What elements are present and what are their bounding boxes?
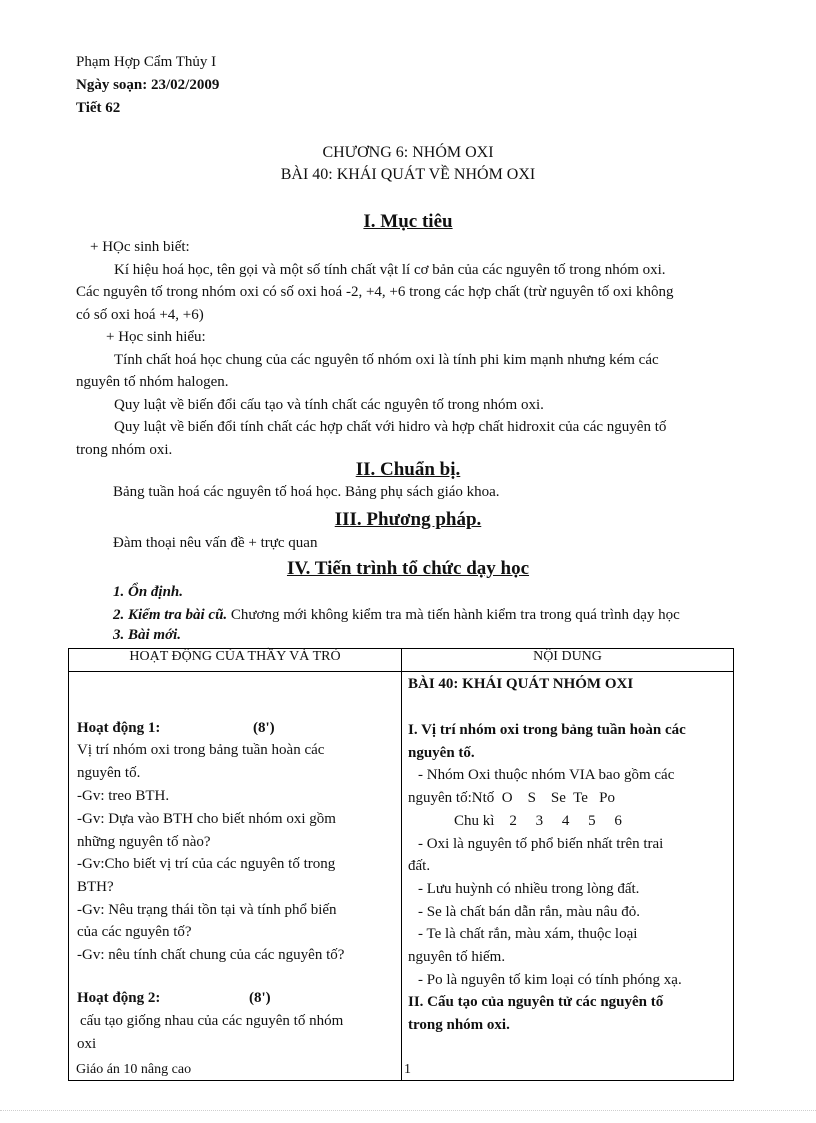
content-heading: I. Vị trí nhóm oxi trong bảng tuần hoàn các <box>408 722 686 738</box>
step-review <box>113 607 680 624</box>
activities-column <box>69 672 402 1081</box>
objective-text: Quy luật về biến đổi tính chất các hợp chất với hidro và hợp chất hidroxit của các nguyên tố <box>114 419 667 435</box>
activity-1-time: (8') <box>253 720 275 736</box>
author-line: Phạm Hợp Cẩm Thủy I <box>76 54 217 70</box>
objective-text: có số oxi hoá +4, +6) <box>76 306 204 323</box>
content-line: nguyên tố hiếm. <box>408 949 506 965</box>
content-line: - Nhóm Oxi thuộc nhóm VIA bao gồm các <box>418 767 675 783</box>
objectives-block <box>76 236 740 461</box>
content-line: đất. <box>408 858 431 874</box>
objective-text: Quy luật về biến đổi cấu tạo và tính chất các nguyên tố trong nhóm oxi. <box>114 396 544 413</box>
activity-line: của các nguyên tố? <box>77 924 192 940</box>
objective-text: Tính chất hoá học chung của các nguyên tố nhóm oxi là tính phi kim mạnh nhưng kém các <box>114 351 659 368</box>
activity-2-time: (8') <box>249 990 271 1006</box>
activity-line: cấu tạo giống nhau của các nguyên tố nhóm <box>80 1013 344 1029</box>
section-preparation-heading: II. Chuẩn bị. <box>355 459 461 480</box>
activity-line: -Gv: treo BTH. <box>77 788 170 804</box>
lesson-title: BÀI 40: KHÁI QUÁT VỀ NHÓM OXI <box>280 166 536 183</box>
activity-line: oxi <box>77 1036 97 1052</box>
table-header-activities: HOẠT ĐỘNG CỦA THẦY VÀ TRÒ <box>69 649 402 672</box>
lesson-period: Tiết 62 <box>76 100 121 116</box>
footer-label: Giáo án 10 nâng cao <box>76 1062 192 1077</box>
lesson-plan-table <box>68 648 734 1081</box>
activity-line: -Gv: Dựa vào BTH cho biết nhóm oxi gồm <box>77 811 336 827</box>
content-line: - Oxi là nguyên tố phổ biến nhất trên trai <box>418 836 664 852</box>
objective-text: trong nhóm oxi. <box>76 441 173 458</box>
activity-line: -Gv: Nêu trạng thái tồn tại và tính phổ biến <box>77 902 337 918</box>
activity-1-title: Hoạt động 1: <box>77 720 161 736</box>
activity-line: nguyên tố. <box>77 765 141 781</box>
content-line: - Se là chất bán dẫn rắn, màu nâu đỏ. <box>418 904 641 920</box>
activity-line: -Gv: nêu tính chất chung của các nguyên tố? <box>77 947 345 963</box>
section-method-heading: III. Phương pháp. <box>334 509 482 530</box>
content-heading: nguyên tố. <box>408 745 475 761</box>
objective-text: Các nguyên tố trong nhóm oxi có số oxi hoá -2, +4, +6 trong các hợp chất (trừ nguyên tố oxi không <box>76 284 674 300</box>
content-line: - Te là chất rắn, màu xám, thuộc loại <box>418 926 638 942</box>
content-line: - Lưu huỳnh có nhiều trong lòng đất. <box>418 881 640 897</box>
section-objectives-heading: I. Mục tiêu <box>363 211 453 232</box>
content-title: BÀI 40: KHÁI QUÁT NHÓM OXI <box>408 676 634 692</box>
step-review-label: 2. Kiểm tra bài cũ. <box>113 607 228 623</box>
activity-line: -Gv:Cho biết vị trí của các nguyên tố trong <box>77 856 336 872</box>
method-text: Đàm thoại nêu vấn đề + trực quan <box>113 535 318 551</box>
page-number: 1 <box>404 1062 411 1077</box>
activity-line: BTH? <box>77 879 114 895</box>
content-heading: II. Cấu tạo của nguyên tử các nguyên tố <box>408 994 664 1010</box>
understand-label: + Học sinh hiểu: <box>106 329 206 345</box>
activity-2-title: Hoạt động 2: <box>77 990 161 1006</box>
step-new-lesson: 3. Bài mới. <box>113 627 182 643</box>
step-review-text: Chương mới không kiểm tra mà tiến hành kiểm tra trong quá trình dạy học <box>227 607 680 623</box>
content-line: - Po là nguyên tố kim loại có tính phóng xạ. <box>418 972 682 988</box>
activity-line: Vị trí nhóm oxi trong bảng tuần hoàn các <box>77 742 325 758</box>
know-label: + HỌc sinh biết: <box>90 239 190 255</box>
content-line: nguyên tố:Ntố O S Se Te Po <box>408 790 616 806</box>
section-process-heading: IV. Tiến trình tổ chức dạy học <box>286 558 530 579</box>
prepared-date: Ngày soạn: 23/02/2009 <box>76 77 220 93</box>
table-header-content: NỘI DUNG <box>402 649 734 672</box>
content-column <box>402 672 734 1081</box>
objective-text: nguyên tố nhóm halogen. <box>76 374 229 390</box>
objective-text: Kí hiệu hoá học, tên gọi và một số tính chất vật lí cơ bản của các nguyên tố trong nhóm oxi. <box>114 261 666 278</box>
chapter-title: CHƯƠNG 6: NHÓM OXI <box>322 144 494 161</box>
page-bottom-divider <box>0 1110 816 1111</box>
activity-line: những nguyên tố nào? <box>77 834 211 850</box>
content-heading: trong nhóm oxi. <box>408 1017 510 1033</box>
content-line: Chu kì 2 3 4 5 6 <box>454 813 622 829</box>
step-stabilize: 1. Ổn định. <box>113 584 184 600</box>
preparation-text: Bảng tuần hoá các nguyên tố hoá học. Bảng phụ sách giáo khoa. <box>113 484 500 500</box>
